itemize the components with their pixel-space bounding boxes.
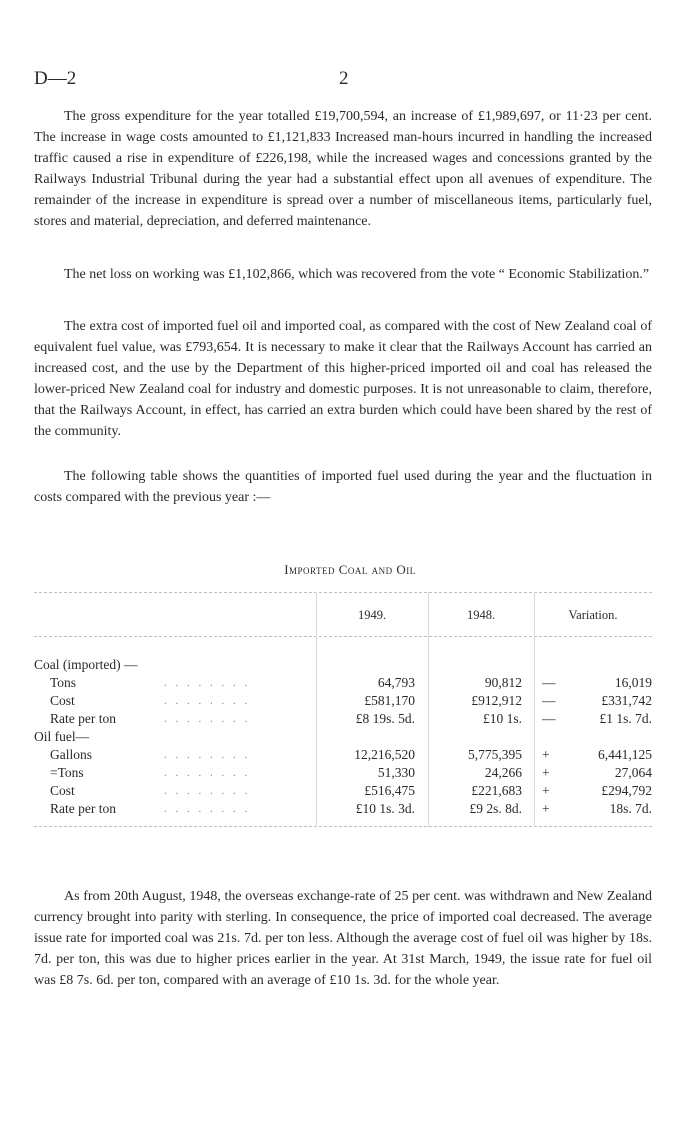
table-row bbox=[34, 800, 652, 818]
variation-sign: — bbox=[542, 693, 556, 708]
cell-1948: £221,683 bbox=[471, 783, 522, 798]
leader-dots: . . . . . . . . bbox=[164, 767, 251, 779]
cell-1949: 12,216,520 bbox=[354, 747, 415, 762]
variation-sign: + bbox=[542, 801, 550, 816]
row-label: Cost bbox=[50, 693, 75, 708]
fuel-table bbox=[34, 592, 652, 827]
row-label: Coal (imported) — bbox=[34, 657, 138, 672]
table-row bbox=[34, 710, 652, 728]
variation-value: £294,792 bbox=[601, 783, 652, 798]
cell-1948: 90,812 bbox=[484, 675, 522, 690]
leader-dots: . . . . . . . . bbox=[164, 803, 251, 815]
paragraph-table-intro: The following table shows the quantities of imported fuel used during the year and the fluctuation in costs compared with the previous year :— bbox=[34, 469, 652, 505]
variation-value: 27,064 bbox=[614, 765, 652, 780]
variation-value: 18s. 7d. bbox=[609, 801, 652, 816]
table-row bbox=[34, 656, 652, 674]
variation-value: 16,019 bbox=[614, 675, 652, 690]
table-body bbox=[34, 656, 652, 818]
cell-1948: 5,775,395 bbox=[468, 747, 522, 762]
variation-value: £1 1s. 7d. bbox=[599, 711, 652, 726]
row-label: Rate per ton bbox=[50, 711, 116, 726]
paragraph-imported-fuel-cost: The extra cost of imported fuel oil and imported coal, as compared with the cost of New Zealand coal of equivalent fuel value, was £793,654. It is necessary to make it clear that the Railways Account has carried an increased cost, and the use by the Department of this higher-priced imported oil and coal has released the lower-priced New Zealand coal for industry and domestic purposes. It is not unreasonable to claim, therefore, that the Railways Account, in effect, has carried an extra burden which could have been shared by the rest of the community. bbox=[34, 319, 652, 439]
table-header-rule bbox=[34, 636, 652, 637]
variation-value: 6,441,125 bbox=[598, 747, 652, 762]
cell-1949: £516,475 bbox=[364, 783, 415, 798]
page-header bbox=[34, 68, 654, 92]
variation-sign: — bbox=[542, 711, 556, 726]
cell-1949: £581,170 bbox=[364, 693, 415, 708]
page-reference: D—2 bbox=[34, 68, 77, 89]
row-label: Tons bbox=[50, 675, 77, 690]
cell-variation bbox=[542, 710, 652, 728]
row-label: Gallons bbox=[50, 747, 92, 762]
cell-1948: 24,266 bbox=[484, 765, 522, 780]
table-row bbox=[34, 728, 652, 746]
row-label: Oil fuel— bbox=[34, 729, 90, 744]
variation-sign: — bbox=[542, 675, 556, 690]
row-label: Rate per ton bbox=[50, 801, 116, 816]
table-bottom-rule bbox=[34, 826, 652, 827]
table-title: Imported Coal and Oil bbox=[284, 562, 416, 577]
cell-1948: £9 2s. 8d. bbox=[469, 801, 522, 816]
variation-sign: + bbox=[542, 765, 550, 780]
leader-dots: . . . . . . . . bbox=[164, 749, 251, 761]
cell-variation bbox=[542, 746, 652, 764]
leader-dots: . . . . . . . . bbox=[164, 695, 251, 707]
table-row bbox=[34, 764, 652, 782]
table-top-rule bbox=[34, 592, 652, 593]
table-row bbox=[34, 692, 652, 710]
variation-sign: + bbox=[542, 747, 550, 762]
column-header-1949: 1949. bbox=[357, 608, 387, 622]
page-number: 2 bbox=[339, 68, 349, 89]
paragraph-expenditure: The gross expenditure for the year totalled £19,700,594, an increase of £1,989,697, or 11·23 per cent. The increase in wage costs amounted to £1,121,833 Increased man-hours incurred in handling the increased traffic caused a rise in expenditure of £226,198, while the increased wages and concessions granted by the Railways Industrial Tribunal during the year had a substantial effect upon all avenues of expenditure. The remainder of the increase in expenditure is spread over a number of miscellaneous items, particularly fuel, stores and material, depreciation, and deferred maintenance. bbox=[34, 109, 652, 229]
table-row bbox=[34, 674, 652, 692]
leader-dots: . . . . . . . . bbox=[164, 785, 251, 797]
table-row bbox=[34, 782, 652, 800]
cell-1949: 64,793 bbox=[377, 675, 415, 690]
paragraph-exchange-rate: As from 20th August, 1948, the overseas exchange-rate of 25 per cent. was withdrawn and New Zealand currency brought into parity with sterling. In consequence, the price of imported coal decreased. The average issue rate for imported coal was 21s. 7d. per ton less. Although the average cost of fuel oil was higher by 18s. 7d. per ton, this was due to higher prices earlier in the year. At 31st March, 1949, the issue rate for fuel oil was £8 7s. 6d. per ton, compared with an average of £10 1s. 3d. for the whole year. bbox=[34, 889, 652, 988]
cell-1949: 51,330 bbox=[377, 765, 415, 780]
cell-variation bbox=[542, 800, 652, 818]
paragraph-net-loss: The net loss on working was £1,102,866, which was recovered from the vote “ Economic Stabilization.” bbox=[64, 267, 650, 282]
cell-variation bbox=[542, 692, 652, 710]
leader-dots: . . . . . . . . bbox=[164, 713, 251, 725]
cell-1949: £10 1s. 3d. bbox=[355, 801, 415, 816]
cell-variation bbox=[542, 764, 652, 782]
cell-variation bbox=[542, 674, 652, 692]
variation-value: £331,742 bbox=[601, 693, 652, 708]
cell-variation bbox=[542, 782, 652, 800]
cell-1948: £912,912 bbox=[471, 693, 522, 708]
cell-1948: £10 1s. bbox=[482, 711, 522, 726]
table-row bbox=[34, 746, 652, 764]
row-label: =Tons bbox=[50, 765, 84, 780]
row-label: Cost bbox=[50, 783, 75, 798]
variation-sign: + bbox=[542, 783, 550, 798]
column-header-variation: Variation. bbox=[568, 608, 618, 622]
cell-1949: £8 19s. 5d. bbox=[355, 711, 415, 726]
column-header-1948: 1948. bbox=[466, 608, 496, 622]
leader-dots: . . . . . . . . bbox=[164, 677, 251, 689]
